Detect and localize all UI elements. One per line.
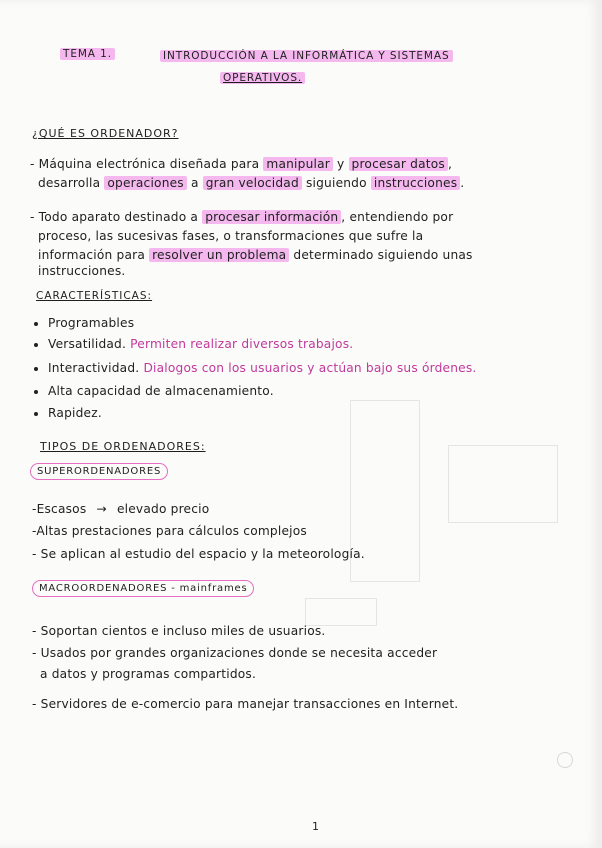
pill-macroordenadores: MACROORDENADORES - mainframes (32, 580, 254, 597)
definition-2-line3: información para resolver un problema determinado siguiendo unas (38, 248, 473, 262)
bullet-icon (34, 367, 38, 371)
super-line3: - Se aplican al estudio del espacio y la meteorología. (32, 547, 365, 561)
macro-line1: - Soportan cientos e incluso miles de usuarios. (32, 624, 326, 638)
pill-superordenadores: SUPERORDENADORES (30, 463, 168, 480)
title-line2: OPERATIVOS. (220, 72, 305, 84)
list-item: Programables (34, 316, 134, 330)
arrow-right-icon: → (96, 502, 107, 516)
definition-2-line2: proceso, las sucesivas fases, o transformaciones que sufre la (38, 229, 424, 243)
section-heading-caracteristicas: CARACTERÍSTICAS: (36, 290, 153, 302)
title-line1: INTRODUCCIÓN A LA INFORMÁTICA Y SISTEMAS (160, 50, 453, 62)
definition-2-line4: instrucciones. (38, 264, 126, 278)
list-item: Rapidez. (34, 406, 102, 420)
definition-2-line1: - Todo aparato destinado a procesar información , entendiendo por (30, 210, 454, 224)
section-heading-tipos: TIPOS DE ORDENADORES: (40, 440, 206, 453)
super-line2: -Altas prestaciones para cálculos complejos (32, 524, 307, 538)
list-item: Interactividad. Dialogos con los usuarios y actúan bajo sus órdenes. (34, 361, 476, 375)
show-through-mark (557, 752, 573, 768)
macro-line4: - Servidores de e-comercio para manejar transacciones en Internet. (32, 697, 459, 711)
show-through-box (448, 445, 558, 523)
bullet-icon (34, 412, 38, 416)
bullet-icon (34, 343, 38, 347)
definition-1-line2: desarrolla operaciones a gran velocidad siguiendo instrucciones . (38, 176, 465, 190)
list-item: Versatilidad. Permiten realizar diversos trabajos. (34, 337, 353, 351)
bullet-icon (34, 390, 38, 394)
bullet-icon (34, 322, 38, 326)
definition-1-line1: - Máquina electrónica diseñada para manipular y procesar datos , (30, 157, 453, 171)
super-line1: -Escasos → elevado precio (32, 502, 210, 516)
list-item: Alta capacidad de almacenamiento. (34, 384, 274, 398)
page-number: 1 (312, 820, 319, 833)
show-through-box (305, 598, 377, 626)
macro-line3: a datos y programas compartidos. (40, 667, 257, 681)
macro-line2: - Usados por grandes organizaciones donde se necesita acceder (32, 646, 438, 660)
title-tema: TEMA 1. (60, 48, 115, 60)
section-heading-que-es: ¿QUÉ ES ORDENADOR? (32, 127, 179, 140)
